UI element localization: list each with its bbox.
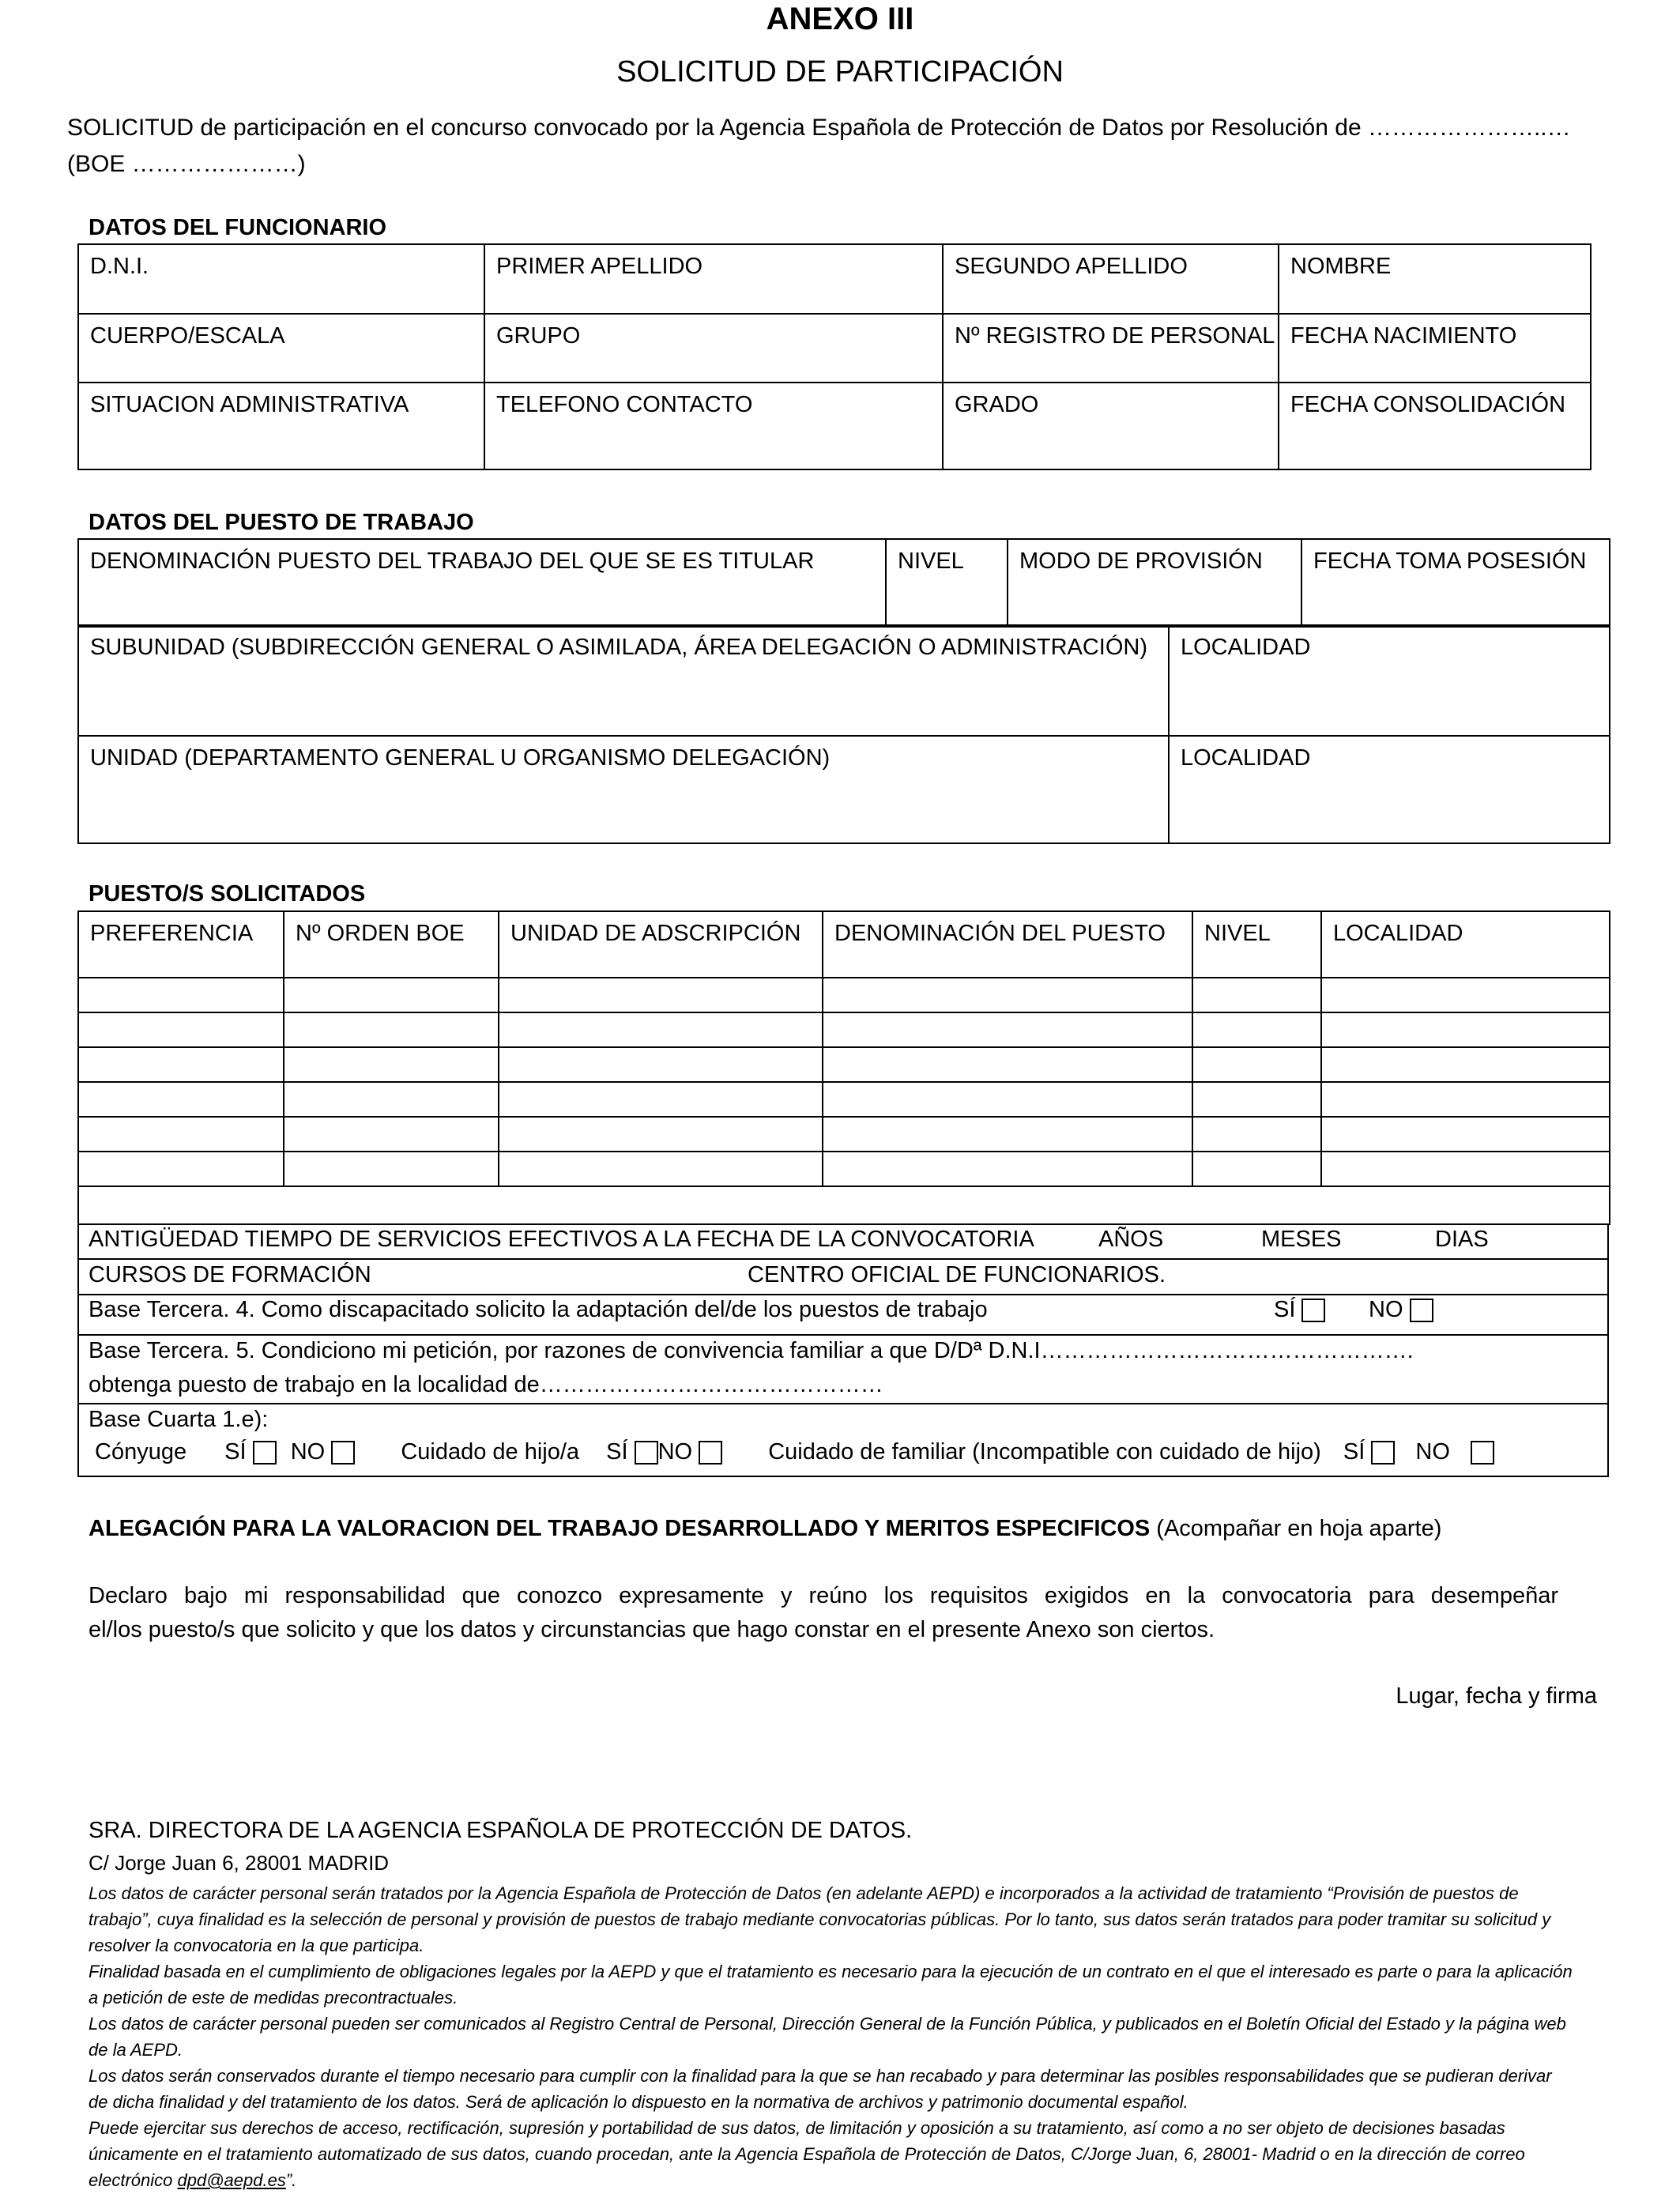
legal-paragraph: Finalidad basada en el cumplimiento de obligaciones legales por la AEPD y que el tratamiento es necesario para la ejecución de un contrato en el que el interesado es parte o para la aplicación a petición de este de medidas precontractuales. — [89, 1962, 1573, 2007]
email-link[interactable]: dpd@aepd.es — [177, 2170, 286, 2190]
si-checkbox[interactable] — [1301, 1299, 1325, 1322]
field-subunidad[interactable]: SUBUNIDAD (SUBDIRECCIÓN GENERAL O ASIMILADA, ÁREA DELEGACIÓN O ADMINISTRACIÓN) — [78, 625, 1169, 736]
table-cell[interactable] — [499, 1012, 823, 1047]
divider — [77, 1334, 1609, 1336]
table-row — [78, 978, 1610, 1012]
field-registro-personal[interactable]: Nº REGISTRO DE PERSONAL — [943, 314, 1279, 383]
field-modo-provision[interactable]: MODO DE PROVISIÓN — [1008, 539, 1301, 627]
lugar-fecha-firma: Lugar, fecha y firma — [1396, 1683, 1597, 1709]
declaracion-line-1: Declaro bajo mi responsabilidad que conozco expresamente y reúno los requisitos exigidos en la convocatoria para desempeñar — [89, 1583, 1558, 1608]
table-cell[interactable] — [78, 1047, 284, 1082]
base-tercera-5-line2: obtenga puesto de trabajo en la localidad de……………………………………… — [89, 1372, 883, 1397]
table-cell[interactable] — [1321, 1152, 1610, 1186]
divider — [77, 1294, 1609, 1295]
table-cell[interactable] — [284, 978, 499, 1012]
conyuge-si-checkbox[interactable] — [253, 1441, 277, 1465]
field-telefono[interactable]: TELEFONO CONTACTO — [484, 383, 943, 469]
page-title: ANEXO III — [766, 2, 914, 36]
legal-paragraph-last — [89, 2115, 1574, 2193]
hijo-label: Cuidado de hijo/a — [401, 1439, 580, 1465]
table-cell[interactable] — [284, 1117, 499, 1152]
table-cell[interactable] — [284, 1082, 499, 1117]
anios-label: AÑOS — [1098, 1227, 1164, 1252]
table-cell[interactable] — [284, 1047, 499, 1082]
column-header: PREFERENCIA — [78, 911, 284, 978]
no-label: NO — [1369, 1297, 1403, 1322]
table-cell[interactable] — [78, 1186, 1610, 1224]
table-row — [78, 1012, 1610, 1047]
table-cell[interactable] — [1321, 1117, 1610, 1152]
field-fecha-toma-posesion[interactable]: FECHA TOMA POSESIÓN — [1301, 539, 1610, 627]
funcionario-table — [77, 243, 1591, 470]
section-heading-solicitados: PUESTO/S SOLICITADOS — [89, 881, 366, 907]
field-unidad[interactable]: UNIDAD (DEPARTAMENTO GENERAL U ORGANISMO DELEGACIÓN) — [78, 736, 1169, 843]
hijo-no-checkbox[interactable] — [699, 1441, 722, 1465]
direccion: C/ Jorge Juan 6, 28001 MADRID — [89, 1851, 390, 1875]
alegacion-text — [89, 1516, 1441, 1542]
intro-line-2: (BOE …………………) — [67, 151, 306, 177]
field-dni[interactable]: D.N.I. — [78, 244, 484, 314]
legal-paragraph: Los datos serán conservados durante el tiempo necesario para cumplir con la finalidad para la que se han recabado y para determinar las posibles responsabilidades que se pudieran derivar de dicha finalidad y del tratamiento de los datos. Será de aplicación lo dispuesto en la normativa de archivos y patrimonio documental español. — [89, 2066, 1552, 2112]
table-cell[interactable] — [823, 1152, 1192, 1186]
section-heading-funcionario: DATOS DEL FUNCIONARIO — [89, 215, 387, 240]
base-cuarta-label: Base Cuarta 1.e): — [89, 1407, 269, 1432]
dias-label: DIAS — [1435, 1227, 1489, 1252]
table-cell[interactable] — [1192, 978, 1321, 1012]
table-cell[interactable] — [499, 1117, 823, 1152]
no-label: NO — [290, 1439, 326, 1465]
centro-label: CENTRO OFICIAL DE FUNCIONARIOS. — [748, 1262, 1166, 1287]
si-label: SÍ — [224, 1439, 247, 1465]
table-cell[interactable] — [1321, 1012, 1610, 1047]
column-header: DENOMINACIÓN DEL PUESTO — [823, 911, 1192, 978]
table-row — [78, 1152, 1610, 1186]
legal-paragraph: Los datos de carácter personal pueden ser comunicados al Registro Central de Personal, Dirección General de la Función Pública, y publicados en el Boletín Oficial del Estado y la página web de la AEPD. — [89, 2014, 1566, 2060]
base-tercera-4-text: Base Tercera. 4. Como discapacitado solicito la adaptación del/de los puestos de trabajo — [89, 1297, 988, 1322]
familiar-no-checkbox[interactable] — [1471, 1441, 1494, 1465]
divider — [77, 1258, 1609, 1260]
no-checkbox[interactable] — [1410, 1299, 1433, 1322]
si-label: SÍ — [1274, 1297, 1296, 1322]
conyuge-label: Cónyuge — [95, 1439, 187, 1465]
field-nombre[interactable]: NOMBRE — [1279, 244, 1591, 314]
base-cuarta-options — [95, 1439, 1494, 1465]
divider — [77, 1403, 1609, 1404]
table-cell[interactable] — [823, 1012, 1192, 1047]
solicitados-table — [77, 910, 1610, 1225]
table-row — [78, 1117, 1610, 1152]
table-cell[interactable] — [78, 1117, 284, 1152]
table-cell[interactable] — [1192, 1047, 1321, 1082]
intro-line-1: SOLICITUD de participación en el concurso convocado por la Agencia Española de Protección de Datos por Resolución de …………………..… — [67, 115, 1571, 141]
base-tercera-5-line1: Base Tercera. 5. Condiciono mi petición, por razones de convivencia familiar a que D/Dª D.N.I…………………………………………. — [89, 1338, 1414, 1363]
puesto-table-rows — [77, 624, 1610, 844]
table-cell[interactable] — [823, 1117, 1192, 1152]
field-grupo[interactable]: GRUPO — [484, 314, 943, 383]
si-label: SÍ — [606, 1439, 628, 1465]
table-row — [78, 1047, 1610, 1082]
column-header: Nº ORDEN BOE — [284, 911, 499, 978]
table-cell[interactable] — [499, 1152, 823, 1186]
alegacion-note: (Acompañar en hoja aparte) — [1150, 1516, 1442, 1541]
discapacitado-option-si — [1274, 1297, 1325, 1323]
table-cell[interactable] — [499, 1047, 823, 1082]
legal-paragraph: Puede ejercitar sus derechos de acceso, rectificación, supresión y portabilidad de sus datos, de limitación y oposición a su tratamiento, así como a no ser objeto de decisiones basadas únicamente en el tratamiento automatizado de sus datos, cuando procedan, ante la Agencia Española de Protección de Datos, C/Jorge Juan, 6, 28001- Madrid o en la dirección de correo electrónico — [89, 2118, 1525, 2190]
legal-end: ”. — [285, 2170, 297, 2190]
table-cell[interactable] — [78, 978, 284, 1012]
table-cell[interactable] — [1321, 1082, 1610, 1117]
table-cell[interactable] — [499, 1082, 823, 1117]
field-denominacion-puesto[interactable]: DENOMINACIÓN PUESTO DEL TRABAJO DEL QUE SE ES TITULAR — [78, 539, 886, 627]
column-header: NIVEL — [1192, 911, 1321, 978]
destinatario: SRA. DIRECTORA DE LA AGENCIA ESPAÑOLA DE PROTECCIÓN DE DATOS. — [89, 1818, 913, 1843]
familiar-si-checkbox[interactable] — [1371, 1441, 1395, 1465]
legal-paragraph: Los datos de carácter personal serán tratados por la Agencia Española de Protección de Datos (en adelante AEPD) e incorporados a la actividad de tratamiento “Provisión de puestos de trabajo”, cuya finalidad es la selección de personal y provisión de puestos de trabajo mediante convocatorias públicas. Por lo tanto, sus datos serán tratados para poder tramitar su solicitud y resolver la convocatoria en la que participa. — [89, 1883, 1551, 1955]
cursos-label: CURSOS DE FORMACIÓN — [89, 1262, 371, 1287]
declaracion-line-2: el/los puesto/s que solicito y que los datos y circunstancias que hago constar en el presente Anexo son ciertos. — [89, 1617, 1215, 1642]
table-cell[interactable] — [1192, 1012, 1321, 1047]
alegacion-heading: ALEGACIÓN PARA LA VALORACION DEL TRABAJO DESARROLLADO Y MERITOS ESPECIFICOS — [89, 1516, 1151, 1541]
field-segundo-apellido[interactable]: SEGUNDO APELLIDO — [943, 244, 1279, 314]
no-label: NO — [657, 1439, 693, 1465]
column-header: UNIDAD DE ADSCRIPCIÓN — [499, 911, 823, 978]
table-cell[interactable] — [1321, 1047, 1610, 1082]
table-cell[interactable] — [823, 1082, 1192, 1117]
field-grado[interactable]: GRADO — [943, 383, 1279, 469]
table-row — [78, 1186, 1610, 1224]
no-label: NO — [1415, 1439, 1450, 1465]
familiar-label: Cuidado de familiar (Incompatible con cuidado de hijo) — [768, 1439, 1321, 1465]
field-localidad-unidad[interactable]: LOCALIDAD — [1169, 736, 1610, 843]
table-cell[interactable] — [78, 1012, 284, 1047]
table-cell[interactable] — [78, 1152, 284, 1186]
table-cell[interactable] — [78, 1082, 284, 1117]
table-row — [78, 1082, 1610, 1117]
table-cell[interactable] — [823, 978, 1192, 1012]
table-cell[interactable] — [499, 978, 823, 1012]
field-nivel[interactable]: NIVEL — [886, 539, 1008, 627]
discapacitado-option-no — [1369, 1297, 1433, 1323]
puesto-table-row1 — [77, 538, 1610, 628]
table-cell[interactable] — [284, 1152, 499, 1186]
legal-notice — [89, 1880, 1574, 2193]
hijo-si-checkbox[interactable] — [635, 1441, 658, 1465]
field-situacion-administrativa[interactable]: SITUACION ADMINISTRATIVA — [78, 383, 484, 469]
table-cell[interactable] — [284, 1012, 499, 1047]
field-fecha-consolidacion[interactable]: FECHA CONSOLIDACIÓN — [1279, 383, 1591, 469]
table-cell[interactable] — [1192, 1082, 1321, 1117]
field-fecha-nacimiento[interactable]: FECHA NACIMIENTO — [1279, 314, 1591, 383]
page-subtitle: SOLICITUD DE PARTICIPACIÓN — [616, 55, 1064, 89]
field-localidad-subunidad[interactable]: LOCALIDAD — [1169, 625, 1610, 736]
column-header: LOCALIDAD — [1321, 911, 1610, 978]
field-primer-apellido[interactable]: PRIMER APELLIDO — [484, 244, 943, 314]
table-cell[interactable] — [1192, 1152, 1321, 1186]
table-cell[interactable] — [1321, 978, 1610, 1012]
si-label: SÍ — [1343, 1439, 1365, 1465]
conyuge-no-checkbox[interactable] — [331, 1441, 355, 1465]
section-heading-puesto: DATOS DEL PUESTO DE TRABAJO — [89, 510, 474, 535]
antiguedad-label: ANTIGÜEDAD TIEMPO DE SERVICIOS EFECTIVOS A LA FECHA DE LA CONVOCATORIA — [89, 1227, 1034, 1252]
field-cuerpo-escala[interactable]: CUERPO/ESCALA — [78, 314, 484, 383]
meses-label: MESES — [1261, 1227, 1342, 1252]
table-cell[interactable] — [1192, 1117, 1321, 1152]
table-cell[interactable] — [823, 1047, 1192, 1082]
